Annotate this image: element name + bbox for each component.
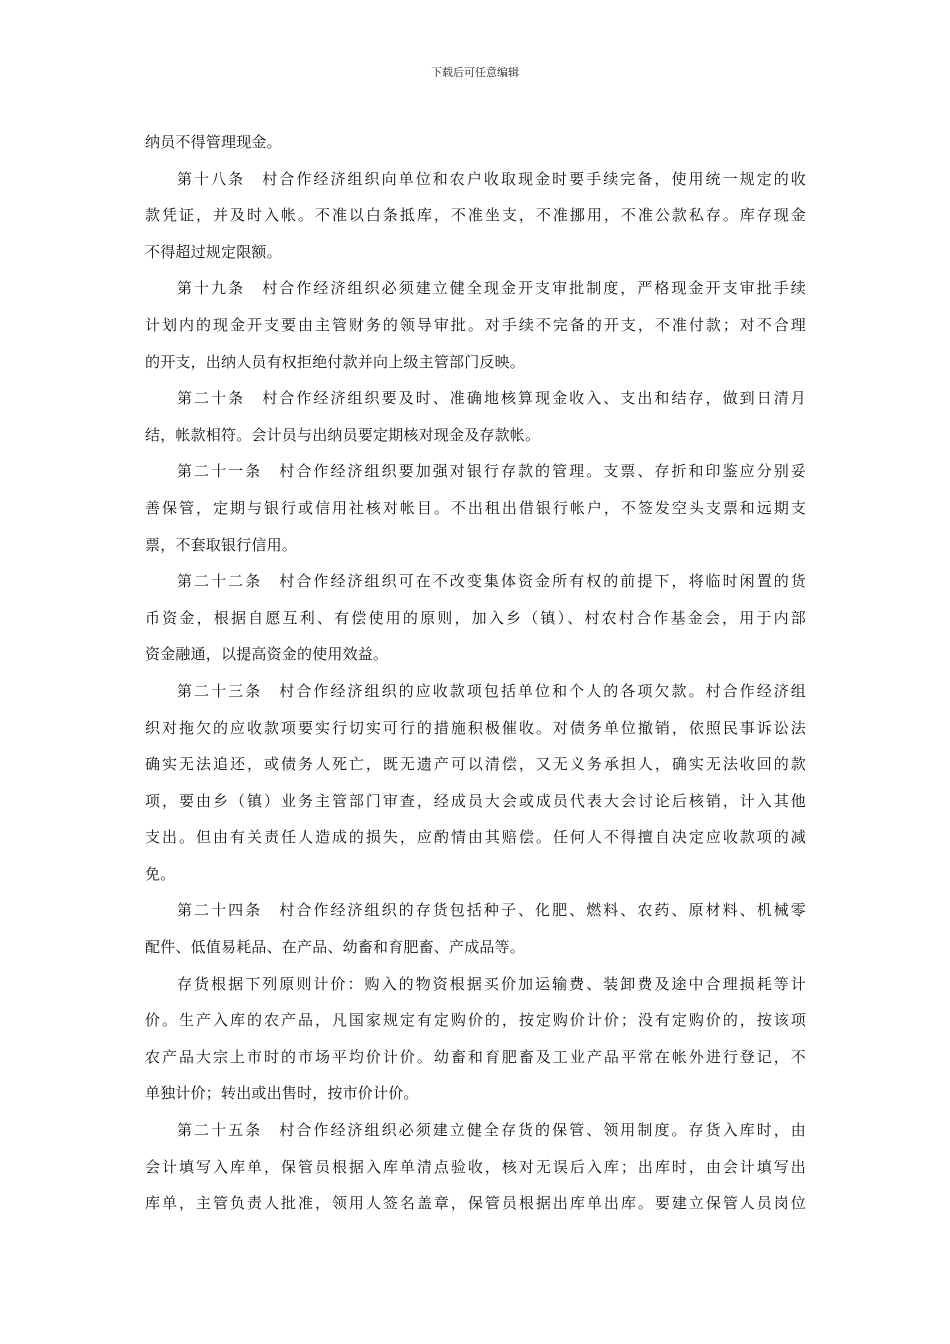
article-25 xyxy=(145,1112,806,1222)
text-line: 第十九条 村合作经济组织必须建立健全现金开支审批制度，严格现金开支审批手续 xyxy=(177,279,806,298)
text-line: 款凭证，并及时入帐。不准以白条抵库，不准坐支，不准挪用，不准公款私存。库存现金 xyxy=(145,206,806,225)
article-22 xyxy=(145,563,806,673)
text-line: 会计填写入库单，保管员根据入库单清点验收，核对无误后入库；出库时，由会计填写出 xyxy=(145,1157,806,1176)
text-line: 第二十五条 村合作经济组织必须建立健全存货的保管、领用制度。存货入库时，由 xyxy=(177,1121,806,1140)
article-23 xyxy=(145,673,806,893)
article-19 xyxy=(145,270,806,380)
text-line: 织对拖欠的应收款项要实行切实可行的措施积极催收。对债务单位撤销，依照民事诉讼法 xyxy=(145,718,806,737)
text-line: 存货根据下列原则计价：购入的物资根据买价加运输费、装卸费及途中合理损耗等计 xyxy=(177,974,806,993)
text-line: 支出。但由有关责任人造成的损失，应酌情由其赔偿。任何人不得擅自决定应收款项的减 xyxy=(145,828,806,847)
text-line: 善保管，定期与银行或信用社核对帐目。不出租出借银行帐户，不签发空头支票和远期支 xyxy=(145,498,806,517)
text-line: 不得超过规定限额。 xyxy=(145,242,282,261)
text-line: 配件、低值易耗品、在产品、幼畜和育肥畜、产成品等。 xyxy=(145,938,526,957)
text-line: 价。生产入库的农产品，凡国家规定有定购价的，按定购价计价；没有定购价的，按该项 xyxy=(145,1011,806,1030)
inventory-valuation-paragraph xyxy=(145,966,806,1112)
text-line: 的开支，出纳人员有权拒绝付款并向上级主管部门反映。 xyxy=(145,352,526,371)
text-line: 单独计价；转出或出售时，按市价计价。 xyxy=(145,1084,419,1103)
text-line: 第二十一条 村合作经济组织要加强对银行存款的管理。支票、存折和印鉴应分别妥 xyxy=(177,462,806,481)
text-line: 第十八条 村合作经济组织向单位和农户收取现金时要手续完备，使用统一规定的收 xyxy=(177,169,806,188)
text-line: 第二十三条 村合作经济组织的应收款项包括单位和个人的各项欠款。村合作经济组 xyxy=(177,681,806,700)
text-line: 第二十四条 村合作经济组织的存货包括种子、化肥、燃料、农药、原材料、机械零 xyxy=(177,901,806,920)
article-24 xyxy=(145,892,806,965)
paragraph xyxy=(145,124,806,161)
text-line: 币资金，根据自愿互利、有偿使用的原则，加入乡（镇）、村农村合作基金会，用于内部 xyxy=(145,608,806,627)
text-line: 纳员不得管理现金。 xyxy=(145,133,282,151)
article-21 xyxy=(145,453,806,563)
text-line: 计划内的现金开支要由主管财务的领导审批。对手续不完备的开支，不准付款；对不合理 xyxy=(145,315,806,334)
page-header: 下载后可任意编辑 xyxy=(431,66,519,79)
text-line: 免。 xyxy=(145,864,176,883)
article-20 xyxy=(145,380,806,453)
text-line: 票，不套取银行信用。 xyxy=(145,535,298,554)
text-line: 农产品大宗上市时的市场平均价计价。幼畜和育肥畜及工业产品平常在帐外进行登记，不 xyxy=(145,1047,806,1066)
text-line: 确实无法追还，或债务人死亡，既无遗产可以清偿，又无义务承担人，确实无法收回的款 xyxy=(145,755,806,774)
text-line: 库单，主管负责人批准，领用人签名盖章，保管员根据出库单出库。要建立保管人员岗位 xyxy=(145,1194,806,1213)
text-line: 项，要由乡（镇）业务主管部门审查，经成员大会或成员代表大会讨论后核销，计入其他 xyxy=(145,791,806,810)
text-line: 资金融通，以提高资金的使用效益。 xyxy=(145,645,389,664)
text-line: 结，帐款相符。会计员与出纳员要定期核对现金及存款帐。 xyxy=(145,425,541,444)
text-line: 第二十条 村合作经济组织要及时、准确地核算现金收入、支出和结存，做到日清月 xyxy=(177,389,806,408)
article-18 xyxy=(145,161,806,271)
text-line: 第二十二条 村合作经济组织可在不改变集体资金所有权的前提下，将临时闲置的货 xyxy=(177,572,806,591)
document-body xyxy=(145,124,806,1222)
